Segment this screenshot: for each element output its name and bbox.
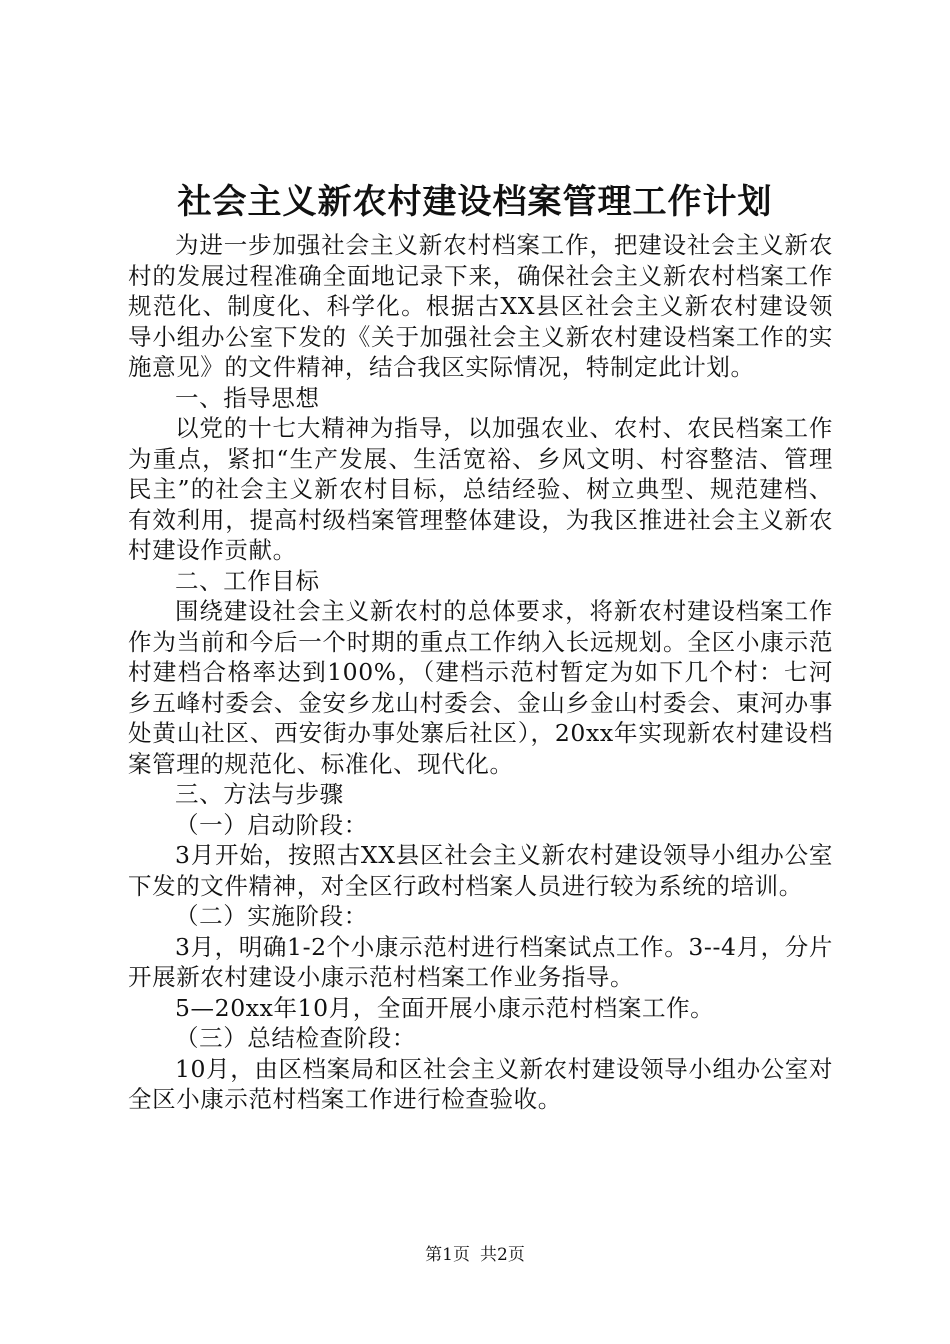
document-body [128, 230, 833, 1115]
guiding-ideology-paragraph: 以党的十七大精神为指导，以加强农业、农村、农民档案工作为重点，紧扣“生产发展、生活宽裕、乡风文明、村容整洁、管理民主”的社会主义新农村目标，总结经验、树立典型、规范建档、有效利用，提高村级档案管理整体建设，为我区推进社会主义新农村建设作贡献。 [128, 414, 833, 564]
page-footer [0, 1243, 950, 1267]
implementation-paragraph-2: 5—20xx年10月，全面开展小康示范村档案工作。 [175, 993, 715, 1022]
document-title: 社会主义新农村建设档案管理工作计划 [177, 182, 773, 222]
section-heading-work-goals: 二、工作目标 [175, 566, 320, 595]
startup-stage-paragraph: 3月开始，按照古XX县区社会主义新农村建设领导小组办公室下发的文件精神，对全区行政村档案人员进行较为系统的培训。 [128, 841, 833, 900]
summary-inspection-paragraph: 10月，由区档案局和区社会主义新农村建设领导小组办公室对全区小康示范村档案工作进行检查验收。 [128, 1054, 833, 1113]
intro-paragraph: 为进一步加强社会主义新农村档案工作，把建设社会主义新农村的发展过程准确全面地记录下来，确保社会主义新农村档案工作规范化、制度化、科学化。根据古XX县区社会主义新农村建设领导小组办公室下发的《关于加强社会主义新农村建设档案工作的实施意见》的文件精神，结合我区实际情况，特制定此计划。 [128, 231, 833, 381]
subheading-implementation-stage: （二）实施阶段： [175, 902, 368, 930]
work-goals-paragraph: 围绕建设社会主义新农村的总体要求，将新农村建设档案工作作为当前和今后一个时期的重点工作纳入长远规划。全区小康示范村建档合格率达到100%，（建档示范村暂定为如下几个村：七河乡五峰村委会、金安乡龙山村委会、金山乡金山村委会、東河办事处黄山社区、西安街办事处寨后社区），20xx年实现新农村建设档案管理的规范化、标准化、现代化。 [128, 597, 833, 778]
subheading-startup-stage: （一）启动阶段： [175, 810, 368, 839]
implementation-paragraph-1: 3月，明确1-2个小康示范村进行档案试点工作。3--4月，分片开展新农村建设小康示范村档案工作业务指导。 [128, 932, 833, 991]
section-heading-guiding-ideology: 一、指导思想 [175, 383, 320, 412]
section-heading-methods-steps: 三、方法与步骤 [175, 780, 344, 808]
page-total: 共2页 [480, 1245, 525, 1265]
subheading-summary-inspection-stage: （三）总结检查阶段： [175, 1024, 416, 1052]
page-number: 第1页 [425, 1245, 470, 1265]
